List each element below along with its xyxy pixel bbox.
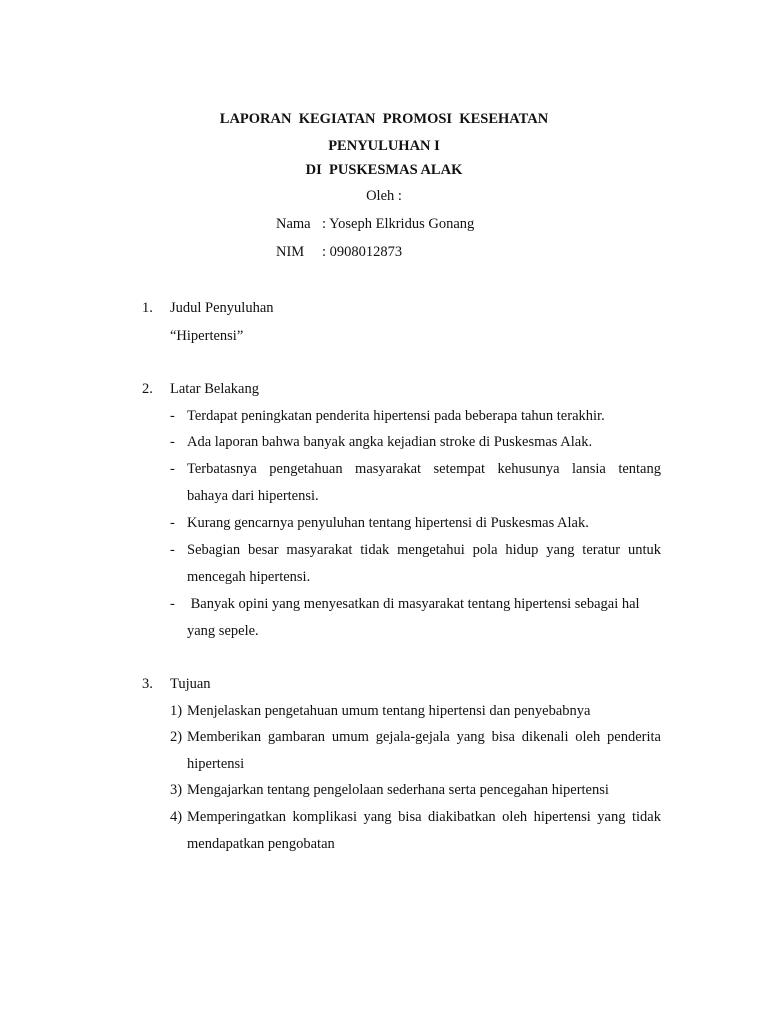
section-1-number: 1. — [142, 300, 153, 316]
list-number: 2) — [170, 729, 183, 745]
name-label: Nama — [276, 216, 311, 232]
list-item-line: Terbatasnya pengetahuan masyarakat setempat kehusunya lansia tentang — [187, 461, 661, 477]
name-value: : Yoseph Elkridus Gonang — [322, 216, 475, 232]
section-3-number: 3. — [142, 676, 153, 692]
report-subtitle: PENYULUHAN I — [328, 138, 440, 154]
list-item-line: mendapatkan pengobatan — [187, 836, 335, 852]
list-item-line: Menjelaskan pengetahuan umum tentang hipertensi dan penyebabnya — [187, 703, 591, 719]
list-item-line: Sebagian besar masyarakat tidak mengetahui pola hidup yang teratur untuk — [187, 542, 661, 558]
list-item-line: mencegah hipertensi. — [187, 569, 311, 585]
list-bullet: - — [170, 542, 175, 558]
list-number: 3) — [170, 782, 183, 798]
nim-value: : 0908012873 — [322, 244, 403, 260]
list-item-line: Memperingatkan komplikasi yang bisa diakibatkan oleh hipertensi yang tidak — [187, 809, 661, 825]
report-title: LAPORAN KEGIATAN PROMOSI KESEHATAN — [219, 111, 549, 127]
list-item-line: Terdapat peningkatan penderita hipertensi pada beberapa tahun terakhir. — [187, 408, 605, 424]
section-3-heading: Tujuan — [170, 676, 211, 692]
list-item-line: Kurang gencarnya penyuluhan tentang hipertensi di Puskesmas Alak. — [187, 515, 589, 531]
section-1-heading: Judul Penyuluhan — [170, 300, 274, 316]
list-bullet: - — [170, 461, 175, 477]
report-location: DI PUSKESMAS ALAK — [305, 162, 463, 178]
list-number: 1) — [170, 703, 183, 719]
list-item-line: hipertensi — [187, 756, 245, 772]
section-1-content: “Hipertensi” — [170, 328, 244, 344]
list-bullet: - — [170, 596, 175, 612]
list-item-line: Ada laporan bahwa banyak angka kejadian stroke di Puskesmas Alak. — [187, 434, 593, 450]
list-number: 4) — [170, 809, 183, 825]
by-label: Oleh : — [366, 188, 402, 204]
list-bullet: - — [170, 515, 175, 531]
list-bullet: - — [170, 408, 175, 424]
list-item-line: yang sepele. — [187, 623, 259, 639]
section-2-number: 2. — [142, 381, 153, 397]
section-2-heading: Latar Belakang — [170, 381, 259, 397]
nim-label: NIM — [276, 244, 305, 260]
list-item-line: Mengajarkan tentang pengelolaan sederhana serta pencegahan hipertensi — [187, 782, 609, 798]
list-item-line: Banyak opini yang menyesatkan di masyarakat tentang hipertensi sebagai hal — [187, 596, 640, 612]
list-item-line: bahaya dari hipertensi. — [187, 488, 319, 504]
list-item-line: Memberikan gambaran umum gejala-gejala yang bisa dikenali oleh penderita — [187, 729, 661, 745]
list-bullet: - — [170, 434, 175, 450]
